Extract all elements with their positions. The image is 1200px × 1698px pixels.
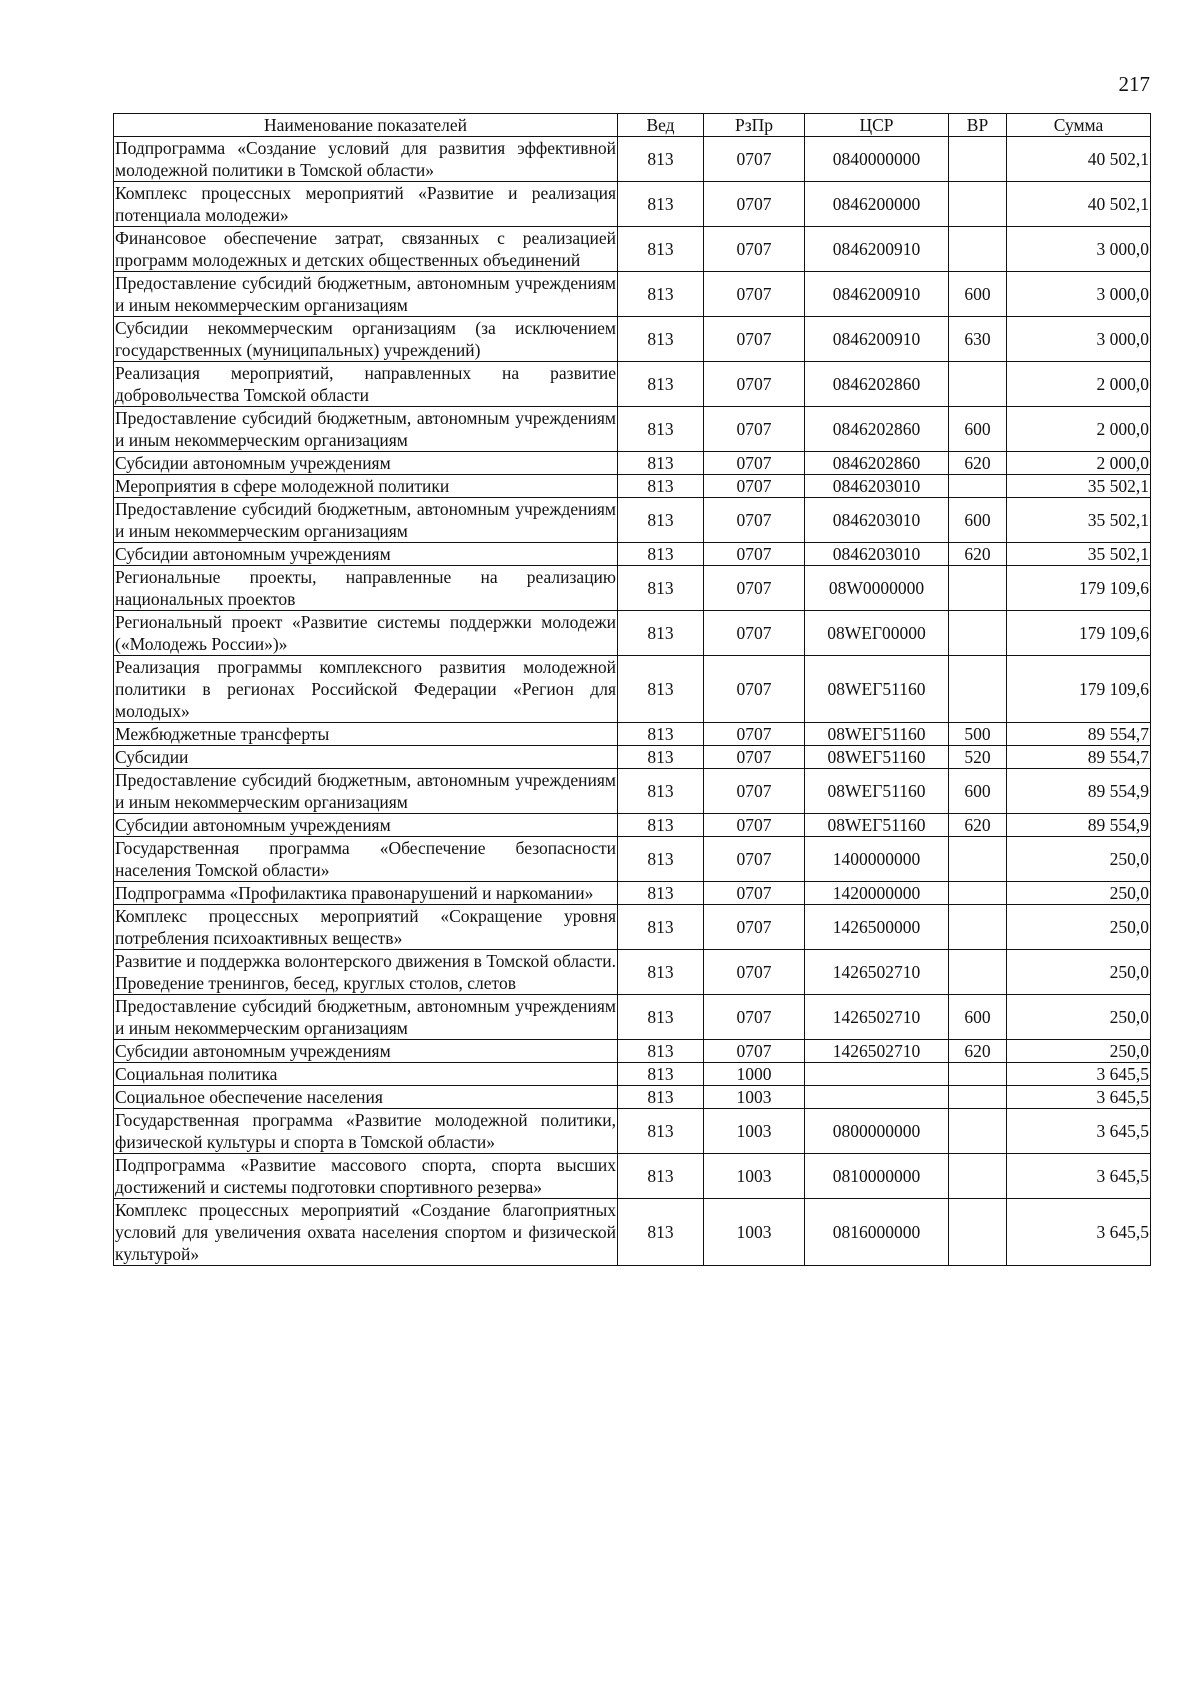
cell-vr: 620 [949,543,1007,566]
cell-ved: 813 [618,656,704,723]
cell-sum: 3 645,5 [1007,1063,1151,1086]
cell-ved: 813 [618,1063,704,1086]
table-row [114,317,1151,362]
cell-name: Реализация программы комплексного развития молодежной политики в регионах Российской Федерации «Регион для молодых» [115,657,616,721]
table-row [114,407,1151,452]
table-row [114,1199,1151,1266]
cell-rzpr: 0707 [704,723,805,746]
header-sum: Сумма [1007,114,1151,137]
cell-sum: 40 502,1 [1007,182,1151,227]
table-row [114,746,1151,769]
cell-name: Предоставление субсидий бюджетным, автономным учреждениям и иным некоммерческим организациям [115,996,616,1038]
cell-sum: 3 645,5 [1007,1154,1151,1199]
cell-ved: 813 [618,882,704,905]
cell-rzpr: 0707 [704,746,805,769]
cell-sum: 35 502,1 [1007,543,1151,566]
cell-sum: 179 109,6 [1007,566,1151,611]
cell-ved: 813 [618,475,704,498]
cell-vr: 600 [949,995,1007,1040]
cell-vr [949,227,1007,272]
table-row [114,723,1151,746]
cell-name: Социальное обеспечение населения [114,1086,618,1109]
cell-ved: 813 [618,362,704,407]
cell-csr: 0846202860 [805,452,949,475]
cell-sum: 2 000,0 [1007,407,1151,452]
budget-table [113,113,1151,1266]
cell-ved: 813 [618,272,704,317]
cell-name: Предоставление субсидий бюджетным, автономным учреждениям и иным некоммерческим организациям [115,408,616,450]
cell-csr: 0846203010 [805,475,949,498]
cell-vr: 600 [949,272,1007,317]
cell-vr [949,611,1007,656]
cell-ved: 813 [618,182,704,227]
cell-name: Субсидии автономным учреждениям [114,814,618,837]
table-row [114,498,1151,543]
cell-rzpr: 0707 [704,452,805,475]
table-row [114,950,1151,995]
cell-rzpr: 0707 [704,317,805,362]
cell-ved: 813 [618,1199,704,1266]
cell-csr: 1426502710 [805,950,949,995]
cell-ved: 813 [618,407,704,452]
cell-sum: 3 000,0 [1007,317,1151,362]
cell-sum: 3 645,5 [1007,1109,1151,1154]
cell-name: Субсидии некоммерческим организациям (за исключением государственных (муниципальных) учреждений) [115,318,616,360]
cell-csr [805,1063,949,1086]
cell-sum: 40 502,1 [1007,137,1151,182]
table-row [114,1154,1151,1199]
cell-rzpr: 0707 [704,837,805,882]
cell-vr [949,182,1007,227]
cell-vr [949,1109,1007,1154]
cell-ved: 813 [618,905,704,950]
cell-name: Предоставление субсидий бюджетным, автономным учреждениям и иным некоммерческим организациям [115,770,616,812]
table-row [114,452,1151,475]
cell-rzpr: 1003 [704,1154,805,1199]
cell-vr [949,656,1007,723]
cell-csr: 0846202860 [805,362,949,407]
cell-name: Предоставление субсидий бюджетным, автономным учреждениям и иным некоммерческим организациям [115,499,616,541]
cell-sum: 250,0 [1007,882,1151,905]
cell-csr: 08WEГ51160 [805,769,949,814]
cell-sum: 3 645,5 [1007,1086,1151,1109]
cell-ved: 813 [618,543,704,566]
cell-name: Реализация мероприятий, направленных на развитие добровольчества Томской области [115,363,616,405]
table-row [114,475,1151,498]
cell-vr: 600 [949,769,1007,814]
cell-vr [949,950,1007,995]
cell-sum: 35 502,1 [1007,475,1151,498]
cell-ved: 813 [618,227,704,272]
cell-csr: 0846200910 [805,317,949,362]
cell-sum: 89 554,9 [1007,769,1151,814]
cell-sum: 89 554,7 [1007,746,1151,769]
cell-csr: 0846202860 [805,407,949,452]
cell-csr: 0846200910 [805,227,949,272]
table-row [114,1109,1151,1154]
cell-sum: 35 502,1 [1007,498,1151,543]
cell-csr: 1426500000 [805,905,949,950]
cell-vr: 600 [949,407,1007,452]
cell-name: Субсидии [114,746,618,769]
table-row [114,543,1151,566]
cell-csr: 0846200000 [805,182,949,227]
cell-name: Субсидии автономным учреждениям [114,452,618,475]
cell-sum: 89 554,9 [1007,814,1151,837]
cell-sum: 250,0 [1007,995,1151,1040]
cell-rzpr: 1003 [704,1199,805,1266]
table-row [114,227,1151,272]
cell-vr [949,837,1007,882]
cell-csr: 0846200910 [805,272,949,317]
cell-csr: 08WEГ00000 [805,611,949,656]
cell-ved: 813 [618,1086,704,1109]
cell-csr: 1420000000 [805,882,949,905]
cell-ved: 813 [618,498,704,543]
cell-sum: 179 109,6 [1007,656,1151,723]
cell-csr: 1426502710 [805,1040,949,1063]
cell-rzpr: 0707 [704,543,805,566]
cell-rzpr: 0707 [704,137,805,182]
cell-rzpr: 0707 [704,769,805,814]
cell-vr [949,1086,1007,1109]
cell-csr: 08W0000000 [805,566,949,611]
cell-sum: 250,0 [1007,905,1151,950]
header-name: Наименование показателей [114,114,618,137]
cell-name: Комплекс процессных мероприятий «Развитие и реализация потенциала молодежи» [115,183,616,225]
cell-rzpr: 0707 [704,362,805,407]
cell-name: Государственная программа «Обеспечение безопасности населения Томской области» [115,838,616,880]
cell-csr: 08WEГ51160 [805,656,949,723]
cell-ved: 813 [618,137,704,182]
cell-ved: 813 [618,746,704,769]
cell-name: Развитие и поддержка волонтерского движения в Томской области. Проведение тренингов, бесед, круглых столов, слетов [115,951,616,993]
cell-vr [949,905,1007,950]
table-row [114,995,1151,1040]
cell-vr: 500 [949,723,1007,746]
cell-vr: 520 [949,746,1007,769]
cell-vr [949,362,1007,407]
table-row [114,837,1151,882]
header-rzpr: РзПр [704,114,805,137]
cell-vr [949,1154,1007,1199]
cell-ved: 813 [618,814,704,837]
cell-csr: 0846203010 [805,498,949,543]
cell-ved: 813 [618,611,704,656]
cell-vr [949,566,1007,611]
cell-vr [949,882,1007,905]
table-row [114,182,1151,227]
table-row [114,882,1151,905]
cell-rzpr: 0707 [704,656,805,723]
cell-name: Региональный проект «Развитие системы поддержки молодежи («Молодежь России»)» [115,612,616,654]
cell-sum: 3 645,5 [1007,1199,1151,1266]
cell-sum: 89 554,7 [1007,723,1151,746]
cell-rzpr: 0707 [704,566,805,611]
cell-name: Подпрограмма «Развитие массового спорта, спорта высших достижений и системы подготовки спортивного резерва» [115,1155,616,1197]
cell-vr [949,475,1007,498]
cell-name: Межбюджетные трансферты [114,723,618,746]
cell-name: Субсидии автономным учреждениям [114,1040,618,1063]
cell-ved: 813 [618,566,704,611]
cell-rzpr: 1000 [704,1063,805,1086]
table-row [114,272,1151,317]
cell-rzpr: 0707 [704,407,805,452]
cell-vr: 600 [949,498,1007,543]
cell-ved: 813 [618,1154,704,1199]
table-row [114,137,1151,182]
cell-vr: 620 [949,1040,1007,1063]
cell-sum: 3 000,0 [1007,272,1151,317]
cell-csr: 1400000000 [805,837,949,882]
cell-ved: 813 [618,995,704,1040]
header-vr: ВР [949,114,1007,137]
cell-sum: 250,0 [1007,950,1151,995]
cell-sum: 3 000,0 [1007,227,1151,272]
cell-sum: 250,0 [1007,837,1151,882]
cell-ved: 813 [618,723,704,746]
cell-rzpr: 0707 [704,882,805,905]
table-row [114,611,1151,656]
cell-rzpr: 0707 [704,227,805,272]
cell-sum: 2 000,0 [1007,452,1151,475]
cell-name: Социальная политика [114,1063,618,1086]
cell-csr: 0800000000 [805,1109,949,1154]
cell-rzpr: 0707 [704,498,805,543]
cell-name: Мероприятия в сфере молодежной политики [114,475,618,498]
cell-name: Комплекс процессных мероприятий «Сокращение уровня потребления психоактивных веществ» [115,906,616,948]
cell-vr [949,137,1007,182]
cell-csr: 08WEГ51160 [805,723,949,746]
cell-name: Подпрограмма «Создание условий для развития эффективной молодежной политики в Томской области» [115,138,616,180]
cell-csr: 0840000000 [805,137,949,182]
cell-rzpr: 1003 [704,1109,805,1154]
cell-ved: 813 [618,317,704,362]
cell-csr: 0810000000 [805,1154,949,1199]
cell-ved: 813 [618,1109,704,1154]
cell-csr: 08WEГ51160 [805,814,949,837]
cell-sum: 250,0 [1007,1040,1151,1063]
cell-vr: 620 [949,814,1007,837]
cell-csr [805,1086,949,1109]
cell-rzpr: 1003 [704,1086,805,1109]
table-row [114,362,1151,407]
cell-rzpr: 0707 [704,995,805,1040]
cell-name: Комплекс процессных мероприятий «Создание благоприятных условий для увеличения охвата населения спортом и физической культурой» [115,1200,616,1264]
cell-name: Подпрограмма «Профилактика правонарушений и наркомании» [114,882,618,905]
cell-vr: 630 [949,317,1007,362]
cell-ved: 813 [618,452,704,475]
cell-csr: 1426502710 [805,995,949,1040]
cell-rzpr: 0707 [704,611,805,656]
cell-vr [949,1199,1007,1266]
table-row [114,814,1151,837]
header-ved: Вед [618,114,704,137]
cell-name: Предоставление субсидий бюджетным, автономным учреждениям и иным некоммерческим организациям [115,273,616,315]
cell-vr [949,1063,1007,1086]
cell-rzpr: 0707 [704,814,805,837]
cell-name: Региональные проекты, направленные на реализацию национальных проектов [115,567,616,609]
cell-name: Субсидии автономным учреждениям [114,543,618,566]
table-row [114,1086,1151,1109]
cell-sum: 2 000,0 [1007,362,1151,407]
cell-rzpr: 0707 [704,1040,805,1063]
cell-name: Финансовое обеспечение затрат, связанных с реализацией программ молодежных и детских общественных объединений [115,228,616,270]
cell-csr: 08WEГ51160 [805,746,949,769]
cell-rzpr: 0707 [704,950,805,995]
header-csr: ЦСР [805,114,949,137]
table-body [114,137,1151,1266]
table-row [114,656,1151,723]
cell-ved: 813 [618,769,704,814]
table-row [114,769,1151,814]
table-row [114,905,1151,950]
cell-ved: 813 [618,837,704,882]
cell-sum: 179 109,6 [1007,611,1151,656]
table-row [114,566,1151,611]
cell-ved: 813 [618,1040,704,1063]
cell-vr: 620 [949,452,1007,475]
cell-csr: 0816000000 [805,1199,949,1266]
table-row [114,1040,1151,1063]
page-number: 217 [1118,72,1150,96]
cell-rzpr: 0707 [704,182,805,227]
table-header-row [114,114,1151,137]
table-row [114,1063,1151,1086]
cell-csr: 0846203010 [805,543,949,566]
cell-name: Государственная программа «Развитие молодежной политики, физической культуры и спорта в Томской области» [115,1110,616,1152]
cell-rzpr: 0707 [704,905,805,950]
cell-rzpr: 0707 [704,272,805,317]
cell-rzpr: 0707 [704,475,805,498]
cell-ved: 813 [618,950,704,995]
